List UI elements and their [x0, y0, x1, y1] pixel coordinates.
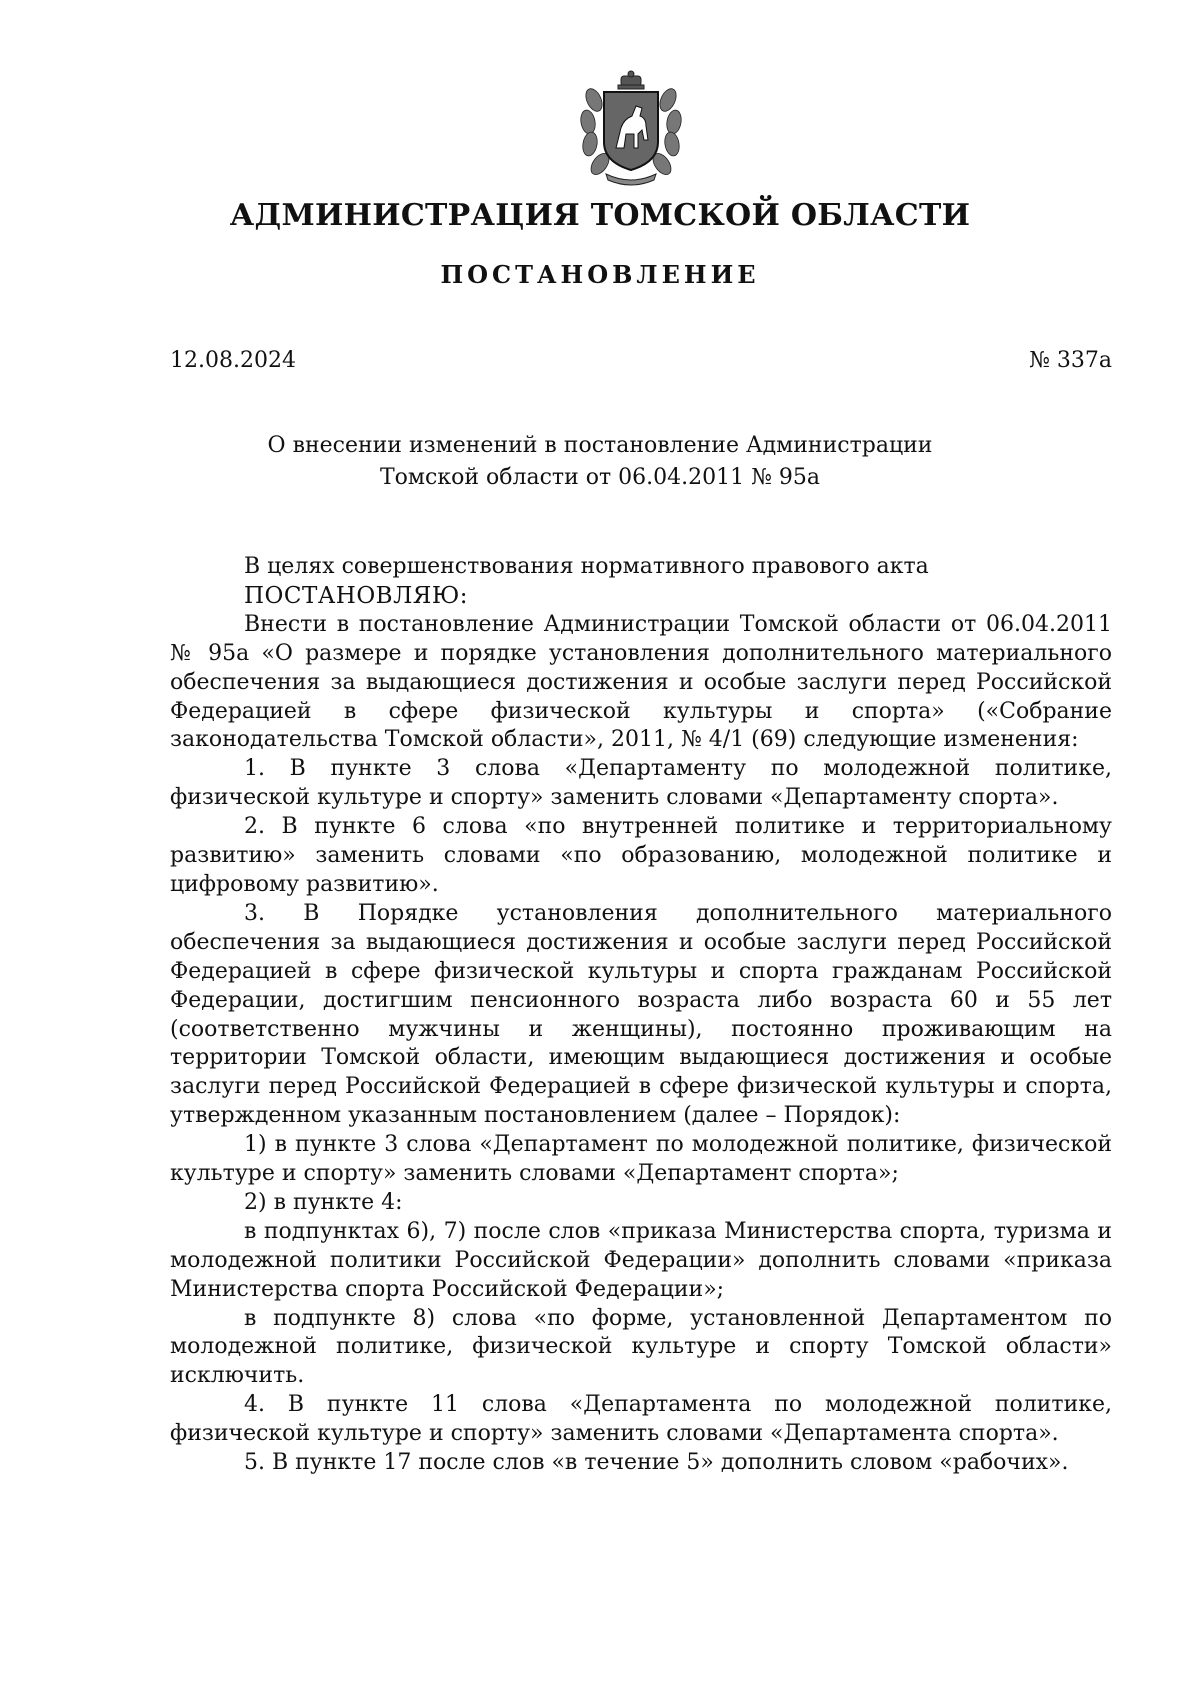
document-number: № 337а [1029, 348, 1112, 373]
paragraph-subitem-2a: в подпунктах 6), 7) после слов «приказа Министерства спорта, туризма и молодежной политики Российской Федерации» дополнить словами «приказа Министерства спорта Российской Федерации»; [170, 1218, 1112, 1302]
tomsk-region-coat-of-arms-icon [576, 70, 686, 188]
paragraph-item-1: 1. В пункте 3 слова «Департаменту по молодежной политике, физической культуре и спорту» заменить словами «Департаменту спорта». [170, 756, 1112, 811]
organization-title: АДМИНИСТРАЦИЯ ТОМСКОЙ ОБЛАСТИ [229, 198, 971, 233]
document-meta [170, 344, 1112, 378]
paragraph-preamble: В целях совершенствования нормативного правового акта [244, 554, 929, 579]
subject-line: Томской области от 06.04.2011 № 95а [379, 465, 821, 490]
document-subject [0, 430, 1200, 494]
paragraph-subitem-2: 2) в пункте 4: [244, 1189, 403, 1215]
document-type: ПОСТАНОВЛЕНИЕ [440, 260, 760, 289]
paragraph-decree: ПОСТАНОВЛЯЮ: [244, 582, 469, 609]
paragraph-item-2: 2. В пункте 6 слова «по внутренней политике и территориальному развитию» заменить словами «по образованию, молодежной политике и цифровому развитию». [170, 814, 1112, 897]
paragraph-subitem-1: 1) в пункте 3 слова «Департамент по молодежной политике, физической культуре и спорту» заменить словами «Департамент спорта»; [170, 1132, 1112, 1187]
paragraph-main: Внести в постановление Администрации Томской области от 06.04.2011 № 95а «О размере и порядке установления дополнительного материального обеспечения за выдающиеся достижения и особые заслуги перед Российской Федерацией в сфере физической культуры и спорта» («Собрание законодательства Томской области», 2011, № 4/1 (69) следующие изменения: [170, 611, 1112, 753]
document-body [170, 553, 1112, 1478]
paragraph-item-3: 3. В Порядке установления дополнительного материального обеспечения за выдающиеся достижения и особые заслуги перед Российской Федерацией в сфере физической культуры и спорта гражданам Российской Федерации, достигшим пенсионного возраста либо возраста 60 и 55 лет (соответственно мужчины и женщины), постоянно проживающим на территории Томской области, имеющим выдающиеся достижения и особые заслуги перед Российской Федерацией в сфере физической культуры и спорта, утвержденном указанным постановлением (далее – Порядок): [170, 900, 1112, 1129]
subject-line: О внесении изменений в постановление Администрации [267, 433, 933, 458]
document-date: 12.08.2024 [170, 348, 296, 373]
paragraph-subitem-2b: в подпункте 8) слова «по форме, установленной Департаментом по молодежной политике, физической культуре и спорту Томской области» исключить. [170, 1305, 1112, 1389]
paragraph-item-4: 4. В пункте 11 слова «Департамента по молодежной политике, физической культуре и спорту» заменить словами «Департамента спорта». [170, 1392, 1112, 1447]
paragraph-item-5: 5. В пункте 17 после слов «в течение 5» дополнить словом «рабочих». [244, 1450, 1069, 1476]
